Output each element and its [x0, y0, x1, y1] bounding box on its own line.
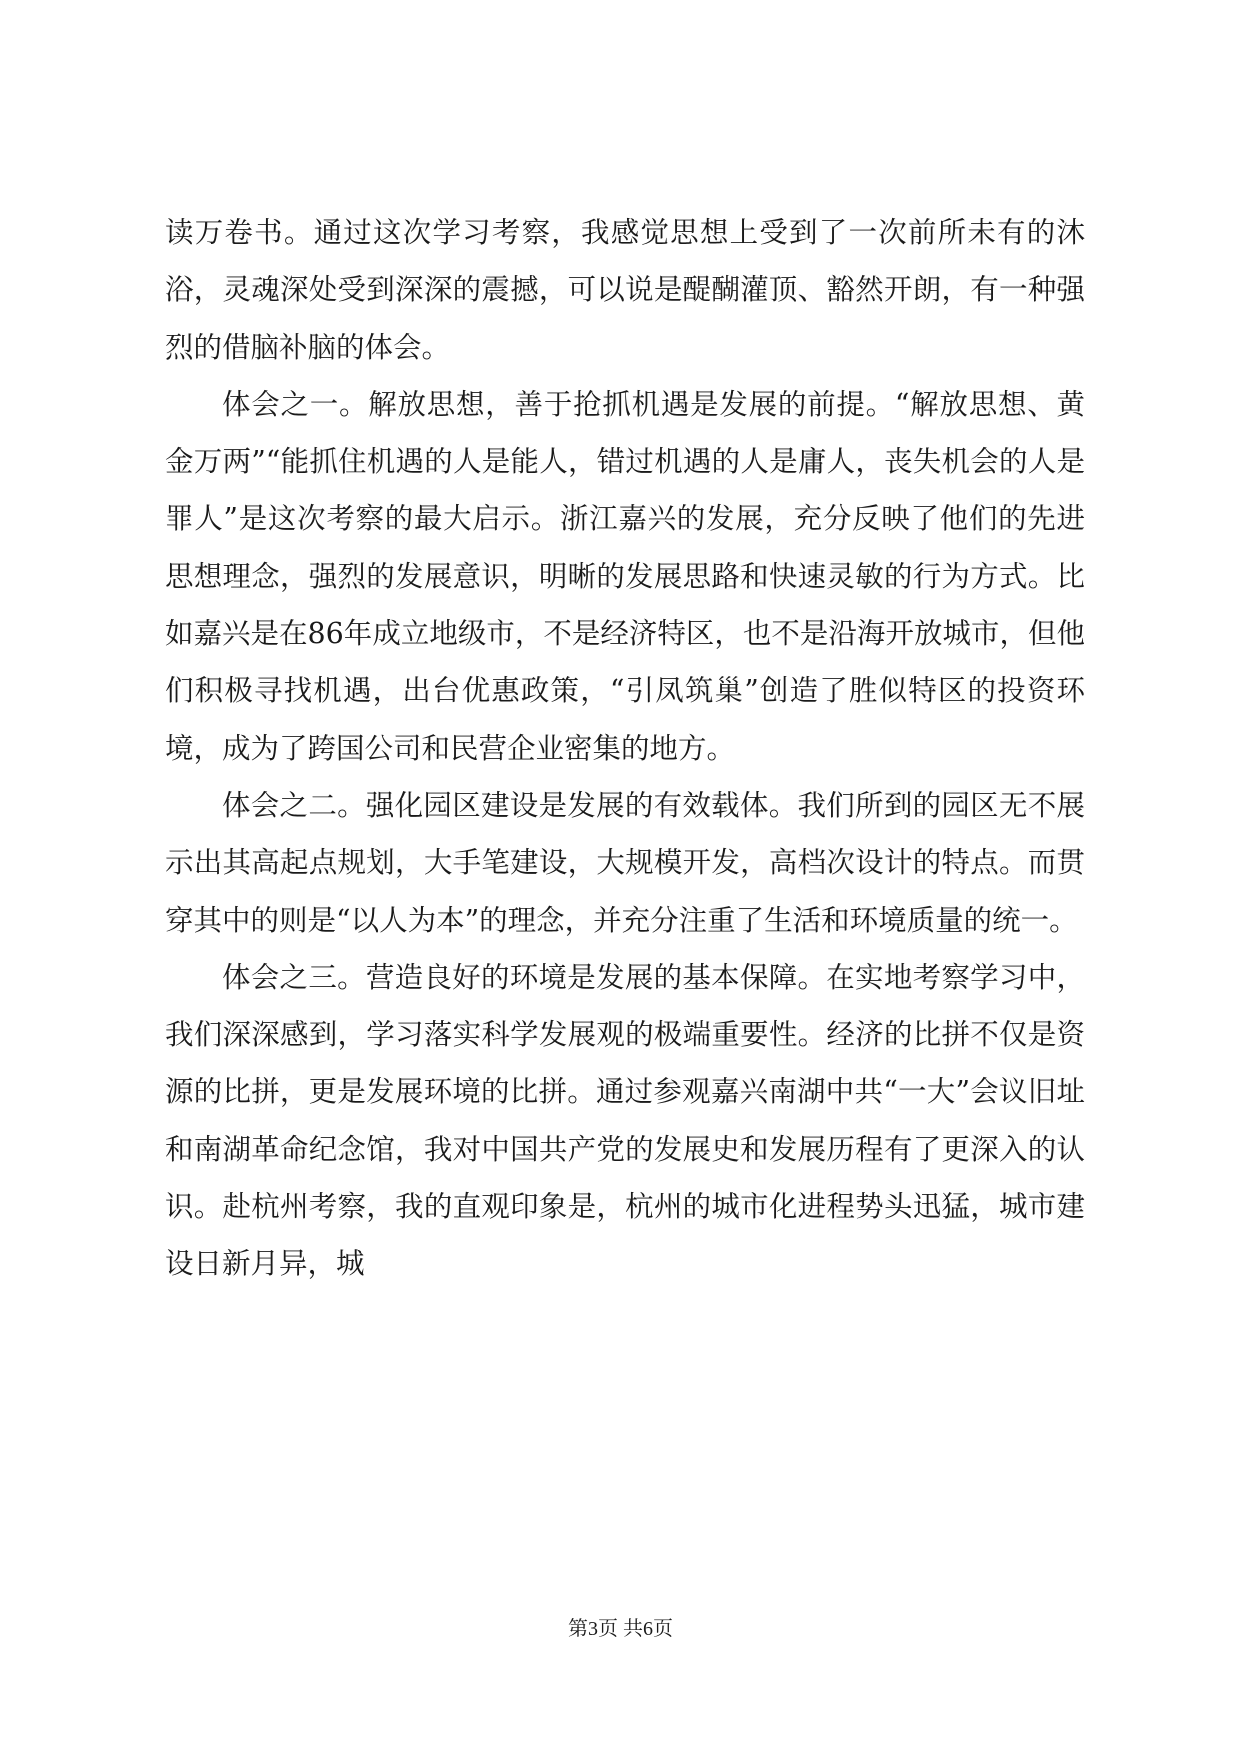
- body-text: [165, 204, 1085, 1293]
- page-number-footer: 第3页 共6页: [568, 1618, 673, 1640]
- paragraph-2: 体会之一。解放思想，善于抢抓机遇是发展的前提。“解放思想、黄金万两”“能抓住机遇的人是能人，错过机遇的人是庸人，丧失机会的人是罪人”是这次考察的最大启示。浙江嘉兴的发展，充分反映了他们的先进思想理念，强烈的发展意识，明晰的发展思路和快速灵敏的行为方式。比如嘉兴是在86年成立地级市，不是经济特区，也不是沿海开放城市，但他们积极寻找机遇，出台优惠政策，“引凤筑巢”创造了胜似特区的投资环境，成为了跨国公司和民营企业密集的地方。: [165, 387, 1085, 765]
- paragraph-4: 体会之三。营造良好的环境是发展的基本保障。在实地考察学习中，我们深深感到，学习落实科学发展观的极端重要性。经济的比拼不仅是资源的比拼，更是发展环境的比拼。通过参观嘉兴南湖中共“一大”会议旧址和南湖革命纪念馆，我对中国共产党的发展史和发展历程有了更深入的认识。赴杭州考察，我的直观印象是，杭州的城市化进程势头迅猛，城市建设日新月异，城: [165, 960, 1085, 1281]
- paragraph-1: 读万卷书。通过这次学习考察，我感觉思想上受到了一次前所未有的沐浴，灵魂深处受到深深的震撼，可以说是醍醐灌顶、豁然开朗，有一种强烈的借脑补脑的体会。: [165, 216, 1085, 364]
- paragraph-3: 体会之二。强化园区建设是发展的有效载体。我们所到的园区无不展示出其高起点规划，大手笔建设，大规模开发，高档次设计的特点。而贯穿其中的则是“以人为本”的理念，并充分注重了生活和环境质量的统一。: [165, 788, 1085, 937]
